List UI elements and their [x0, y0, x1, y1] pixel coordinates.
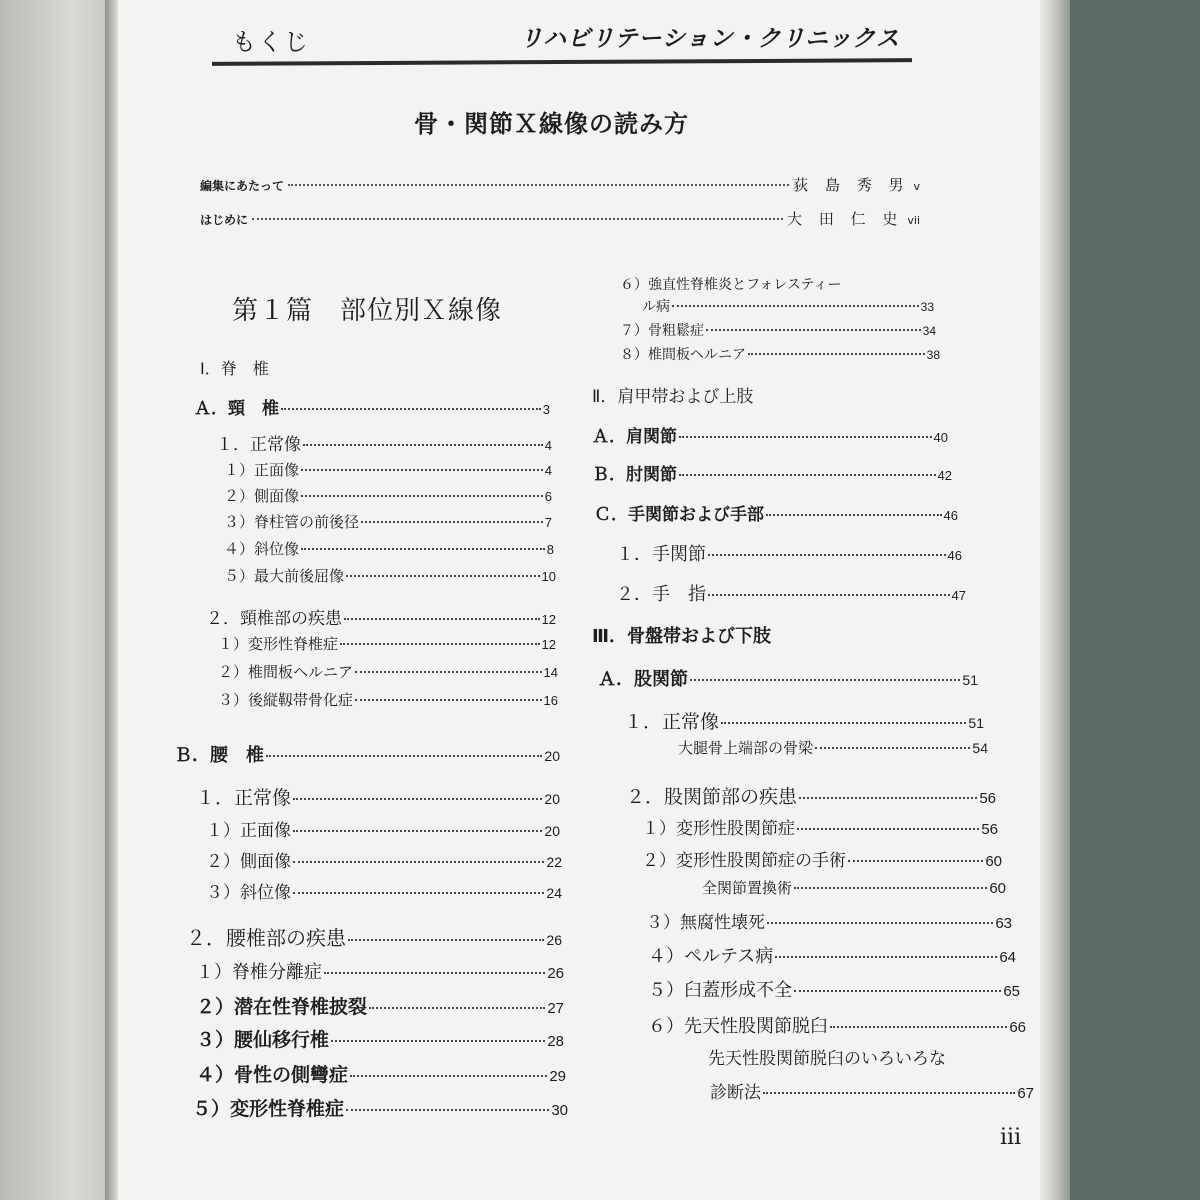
- toc-entry: [206, 847, 562, 872]
- leader-dots: [369, 1007, 545, 1009]
- entry-label: ６）先天性股関節脱臼: [648, 1016, 828, 1037]
- entry-page: 34: [922, 324, 936, 338]
- toc-entry: [592, 460, 952, 485]
- leader-dots: [775, 956, 997, 958]
- leader-dots: [690, 679, 960, 681]
- entry-label: １．手関節: [616, 544, 706, 565]
- toc-entry: [620, 320, 936, 340]
- leader-dots: [331, 1040, 545, 1042]
- toc-entry: [648, 942, 1016, 968]
- section-label: もくじ: [232, 28, 310, 56]
- entry-label: １．正常像: [196, 787, 292, 809]
- series-title: リハビリテーション・クリニックス: [519, 26, 900, 52]
- entry-label: ２）変形性股関節症の手術: [642, 851, 846, 871]
- entry-page: 16: [543, 693, 558, 708]
- toc-entry: [224, 538, 554, 559]
- entry-page: 8: [546, 542, 554, 557]
- entry-label: ２．股関節部の疾患: [626, 786, 798, 808]
- entry-label: １）正面像: [224, 461, 300, 479]
- toc-entry: [598, 665, 978, 691]
- toc-entry: [224, 511, 552, 532]
- entry-label: ８）椎間板ヘルニア: [620, 347, 746, 363]
- entry-label: ４）骨性の側彎症: [196, 1064, 349, 1086]
- entry-page: 63: [995, 915, 1012, 932]
- toc-entry: [186, 922, 562, 951]
- leader-dots: [763, 1092, 1015, 1094]
- entry-page: 33: [920, 300, 934, 314]
- entry-label: ４）ペルテス病: [648, 946, 774, 967]
- section-heading: Ⅱ．肩甲帯および上肢: [592, 387, 754, 407]
- entry-label: ２．手 指: [616, 584, 706, 605]
- leader-dots: [708, 554, 946, 556]
- entry-label: １）脊椎分離症: [196, 962, 322, 983]
- leader-dots: [361, 521, 543, 523]
- entry-page: 42: [937, 468, 952, 483]
- entry-page: 60: [985, 853, 1002, 870]
- part-title: 第１篇 部位別Ｘ線像: [232, 296, 503, 326]
- entry-page: 46: [947, 548, 962, 563]
- toc-entry: [224, 485, 552, 506]
- entry-page: 46: [943, 508, 958, 523]
- entry-page: 65: [1003, 983, 1020, 1000]
- leader-dots: [252, 218, 783, 220]
- leader-dots: [706, 329, 921, 331]
- entry-page: 64: [999, 949, 1016, 966]
- entry-page: 20: [544, 823, 560, 839]
- entry-page: 56: [979, 790, 996, 807]
- entry-label: ３）無腐性壊死: [646, 913, 765, 933]
- entry-page: 56: [981, 821, 998, 838]
- toc-entry: [196, 992, 564, 1019]
- entry-label: ３）脊柱管の前後径: [224, 513, 360, 531]
- entry-label: ５）変形性脊椎症: [192, 1098, 345, 1120]
- leader-dots: [346, 1109, 549, 1111]
- toc-entry: [194, 394, 550, 419]
- entry-label: １．正常像: [624, 711, 720, 733]
- toc-entry: [224, 565, 556, 586]
- entry-label: ７）骨粗鬆症: [620, 323, 704, 339]
- entry-label: Ａ．肩関節: [592, 427, 677, 447]
- leader-dots: [266, 755, 542, 757]
- leader-dots: [355, 699, 542, 701]
- entry-page: 24: [546, 885, 562, 901]
- leader-dots: [794, 887, 987, 889]
- toc-entry: [196, 1025, 564, 1052]
- toc-entry: [626, 782, 996, 809]
- entry-label: ２．腰椎部の疾患: [186, 926, 346, 950]
- front-matter-intro: [200, 208, 920, 229]
- leader-dots: [344, 618, 540, 620]
- toc-entry: [592, 422, 948, 447]
- leader-dots: [340, 643, 540, 645]
- leader-dots: [281, 408, 541, 410]
- book-title: 骨・関節Ｘ線像の読み方: [414, 110, 689, 138]
- leader-dots: [721, 722, 966, 724]
- entry-page: 3: [542, 402, 550, 417]
- toc-entry: [594, 500, 958, 525]
- toc-entry: [646, 908, 1012, 933]
- leader-dots: [830, 1026, 1007, 1028]
- toc-entry: [648, 976, 1020, 1002]
- section-heading: Ⅲ．骨盤帯および下肢: [592, 626, 772, 647]
- leader-dots: [324, 972, 545, 974]
- entry-label: ２）側面像: [206, 852, 291, 872]
- entry-page: 26: [547, 965, 564, 982]
- front-matter-page: vii: [907, 214, 920, 227]
- entry-label: ４）斜位像: [224, 540, 300, 558]
- leader-dots: [301, 469, 543, 471]
- toc-entry: [192, 1094, 568, 1121]
- entry-page: 14: [543, 665, 558, 680]
- leader-dots: [797, 828, 979, 830]
- entry-page: 26: [546, 932, 562, 948]
- toc-entry: [206, 878, 562, 903]
- entry-page: 38: [926, 348, 940, 362]
- front-matter-label: 編集にあたって: [200, 179, 285, 193]
- entry-page: 54: [972, 740, 988, 756]
- entry-label: ３）後縦靱帯骨化症: [218, 691, 354, 709]
- leader-dots: [303, 444, 543, 446]
- entry-page: 28: [547, 1033, 564, 1050]
- front-matter-author: 荻 島 秀 男: [793, 176, 910, 194]
- entry-label: ２）潜在性脊椎披裂: [196, 996, 368, 1018]
- front-matter-label: はじめに: [200, 213, 249, 227]
- entry-label: ５）臼蓋形成不全: [648, 980, 792, 1001]
- entry-page: 66: [1009, 1019, 1026, 1036]
- entry-label: Ｂ．腰 椎: [174, 745, 264, 766]
- toc-entry: [642, 296, 934, 316]
- toc-entry: [196, 783, 560, 810]
- entry-page: 30: [551, 1102, 568, 1119]
- leader-dots: [350, 1075, 547, 1077]
- front-matter-editorial: [200, 174, 920, 195]
- entry-label: ２）椎間板ヘルニア: [218, 663, 354, 681]
- entry-label: １）変形性股関節症: [642, 819, 795, 839]
- toc-entry: [642, 814, 998, 839]
- leader-dots: [748, 353, 925, 355]
- leader-dots: [679, 436, 932, 438]
- leader-dots: [766, 514, 942, 516]
- entry-label: １．正常像: [216, 435, 301, 455]
- leader-dots: [794, 990, 1001, 992]
- entry-label: Ａ．頸 椎: [194, 399, 279, 419]
- toc-entry: [624, 707, 984, 734]
- page-edge: [1040, 0, 1070, 1200]
- toc-entry: [642, 846, 1002, 871]
- toc-entry: [702, 877, 1006, 898]
- entry-page: 20: [544, 748, 560, 764]
- toc-entry: [218, 689, 558, 710]
- leader-dots: [301, 548, 545, 550]
- entry-page: 29: [549, 1068, 566, 1085]
- leader-dots: [815, 747, 970, 749]
- entry-label: 診断法: [710, 1083, 761, 1103]
- entry-label: Ｃ．手関節および手部: [594, 505, 764, 525]
- entry-page: 4: [544, 438, 552, 453]
- entry-page: 27: [547, 1000, 564, 1017]
- front-matter-author: 大 田 仁 史: [787, 210, 904, 228]
- toc-entry: [216, 430, 552, 455]
- leader-dots: [288, 184, 789, 186]
- leader-dots: [672, 305, 919, 307]
- entry-page: 12: [541, 637, 556, 652]
- leader-dots: [293, 830, 542, 832]
- toc-entry: [620, 344, 940, 364]
- entry-page: 51: [968, 715, 984, 731]
- leader-dots: [848, 860, 983, 862]
- entry-page: 22: [546, 854, 562, 870]
- toc-entry: [196, 958, 564, 984]
- toc-entry: [616, 540, 962, 566]
- section-heading: Ⅰ．脊 椎: [200, 359, 269, 378]
- page-number: iii: [1000, 1125, 1022, 1150]
- leader-dots: [767, 922, 993, 924]
- leader-dots: [679, 474, 936, 476]
- entry-label: ２．頸椎部の疾患: [206, 609, 342, 629]
- entry-page: 60: [989, 880, 1006, 897]
- entry-label: ３）腰仙移行椎: [196, 1029, 330, 1051]
- entry-page: 12: [541, 612, 556, 627]
- entry-label: Ａ．股関節: [598, 669, 688, 690]
- entry-page: 10: [541, 569, 556, 584]
- entry-page: 6: [544, 489, 552, 504]
- toc-entry-label: 先天性股関節脱臼のいろいろな: [708, 1049, 946, 1069]
- entry-label: 大腿骨上端部の骨梁: [678, 739, 814, 757]
- entry-page: 20: [544, 791, 560, 807]
- entry-label: ル病: [642, 299, 670, 315]
- facing-page: [0, 0, 105, 1200]
- toc-entry: [196, 1060, 566, 1087]
- toc-entry: [218, 661, 558, 682]
- entry-page: 67: [1017, 1085, 1034, 1102]
- entry-label: 全関節置換術: [702, 879, 793, 897]
- entry-page: 51: [962, 672, 978, 688]
- entry-label: １）変形性脊椎症: [218, 635, 339, 653]
- entry-label: Ｂ．肘関節: [592, 465, 677, 485]
- leader-dots: [293, 892, 544, 894]
- leader-dots: [293, 798, 542, 800]
- leader-dots: [293, 861, 544, 863]
- entry-label: ３）斜位像: [206, 883, 291, 903]
- entry-page: 40: [933, 430, 948, 445]
- entry-page: 7: [544, 515, 552, 530]
- toc-entry: [218, 633, 556, 654]
- toc-entry: [616, 580, 966, 606]
- toc-entry: [678, 737, 988, 758]
- book-gutter: [105, 0, 119, 1200]
- toc-entry: [206, 604, 556, 629]
- entry-label: １）正面像: [206, 821, 291, 841]
- toc-entry: [710, 1078, 1034, 1103]
- toc-entry: [224, 459, 552, 480]
- entry-page: 47: [951, 588, 966, 603]
- leader-dots: [348, 939, 544, 941]
- leader-dots: [799, 797, 977, 799]
- leader-dots: [301, 495, 543, 497]
- entry-label: ２）側面像: [224, 487, 300, 505]
- leader-dots: [355, 671, 542, 673]
- toc-entry: [206, 816, 560, 841]
- toc-entry: [174, 741, 560, 767]
- leader-dots: [346, 575, 540, 577]
- front-matter-page: v: [913, 180, 920, 193]
- leader-dots: [708, 594, 950, 596]
- entry-page: 4: [544, 463, 552, 478]
- toc-entry: [648, 1012, 1026, 1038]
- toc-entry-label: ６）強直性脊椎炎とフォレスティー: [620, 277, 842, 293]
- entry-label: ５）最大前後屈像: [224, 567, 345, 585]
